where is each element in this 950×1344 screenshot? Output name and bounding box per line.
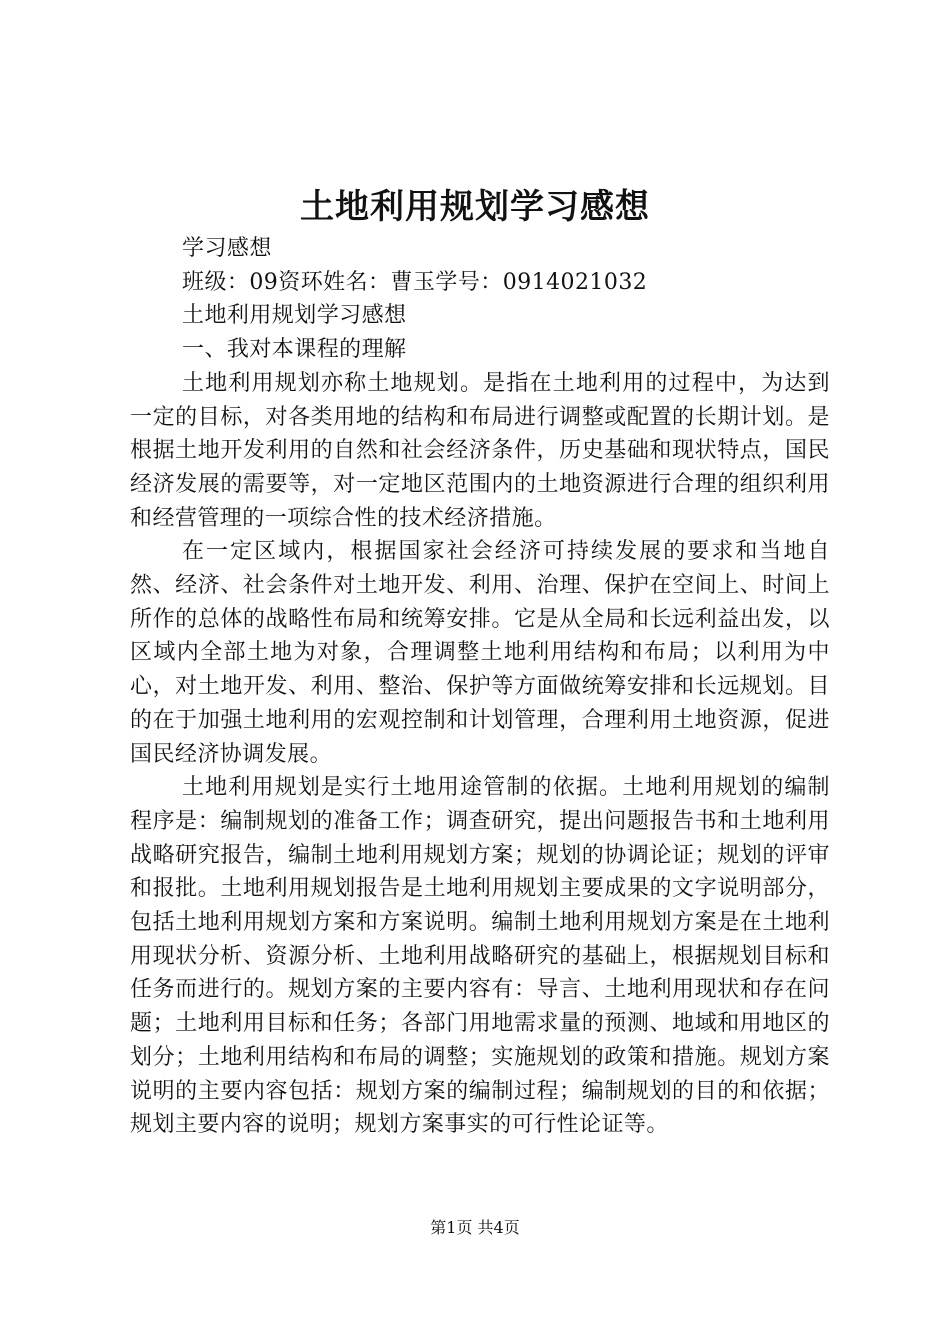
paragraph-1: 土地利用规划亦称土地规划。是指在土地利用的过程中，为达到一定的目标，对各类用地的结构和布局进行调整或配置的长期计划。是根据土地开发利用的自然和社会经济条件，历史基础和现状特点，国民经济发展的需要等，对一定地区范围内的土地资源进行合理的组织利用和经营管理的一项综合性的技术经济措施。 [130,370,830,531]
paragraph-2: 在一定区域内，根据国家社会经济可持续发展的要求和当地自然、经济、社会条件对土地开发、利用、治理、保护在空间上、时间上所作的总体的战略性布局和统筹安排。它是从全局和长远利益出发，以区域内全部土地为对象，合理调整土地利用结构和布局；以利用为中心，对土地开发、利用、整治、保护等方面做统筹安排和长远规划。目的在于加强土地利用的宏观控制和计划管理，合理利用土地资源，促进国民经济协调发展。 [130,539,830,767]
document-title: 土地利用规划学习感想 [300,187,650,227]
document-body [130,232,830,1142]
essay-heading-line: 土地利用规划学习感想 [182,303,407,329]
paragraph-3: 土地利用规划是实行土地用途管制的依据。土地利用规划的编制程序是：编制规划的准备工作；调查研究，提出问题报告书和土地利用战略研究报告，编制土地利用规划方案；规划的协调论证；规划的评审和报批。土地利用规划报告是土地利用规划主要成果的文字说明部分，包括土地利用规划方案和方案说明。编制土地利用规划方案是在土地利用现状分析、资源分析、土地利用战略研究的基础上，根据规划目标和任务而进行的。规划方案的主要内容有：导言、土地利用现状和存在问题；土地利用目标和任务；各部门用地需求量的预测、地域和用地区的划分；土地利用结构和布局的调整；实施规划的政策和措施。规划方案说明的主要内容包括：规划方案的编制过程；编制规划的目的和依据；规划主要内容的说明；规划方案事实的可行性论证等。 [130,775,830,1138]
subtitle-line: 学习感想 [182,236,272,261]
page-footer: 第1页 共4页 [430,1218,520,1237]
section-heading: 一、我对本课程的理解 [182,337,407,363]
student-info-line: 班级：09资环姓名：曹玉学号：0914021032 [182,269,648,295]
